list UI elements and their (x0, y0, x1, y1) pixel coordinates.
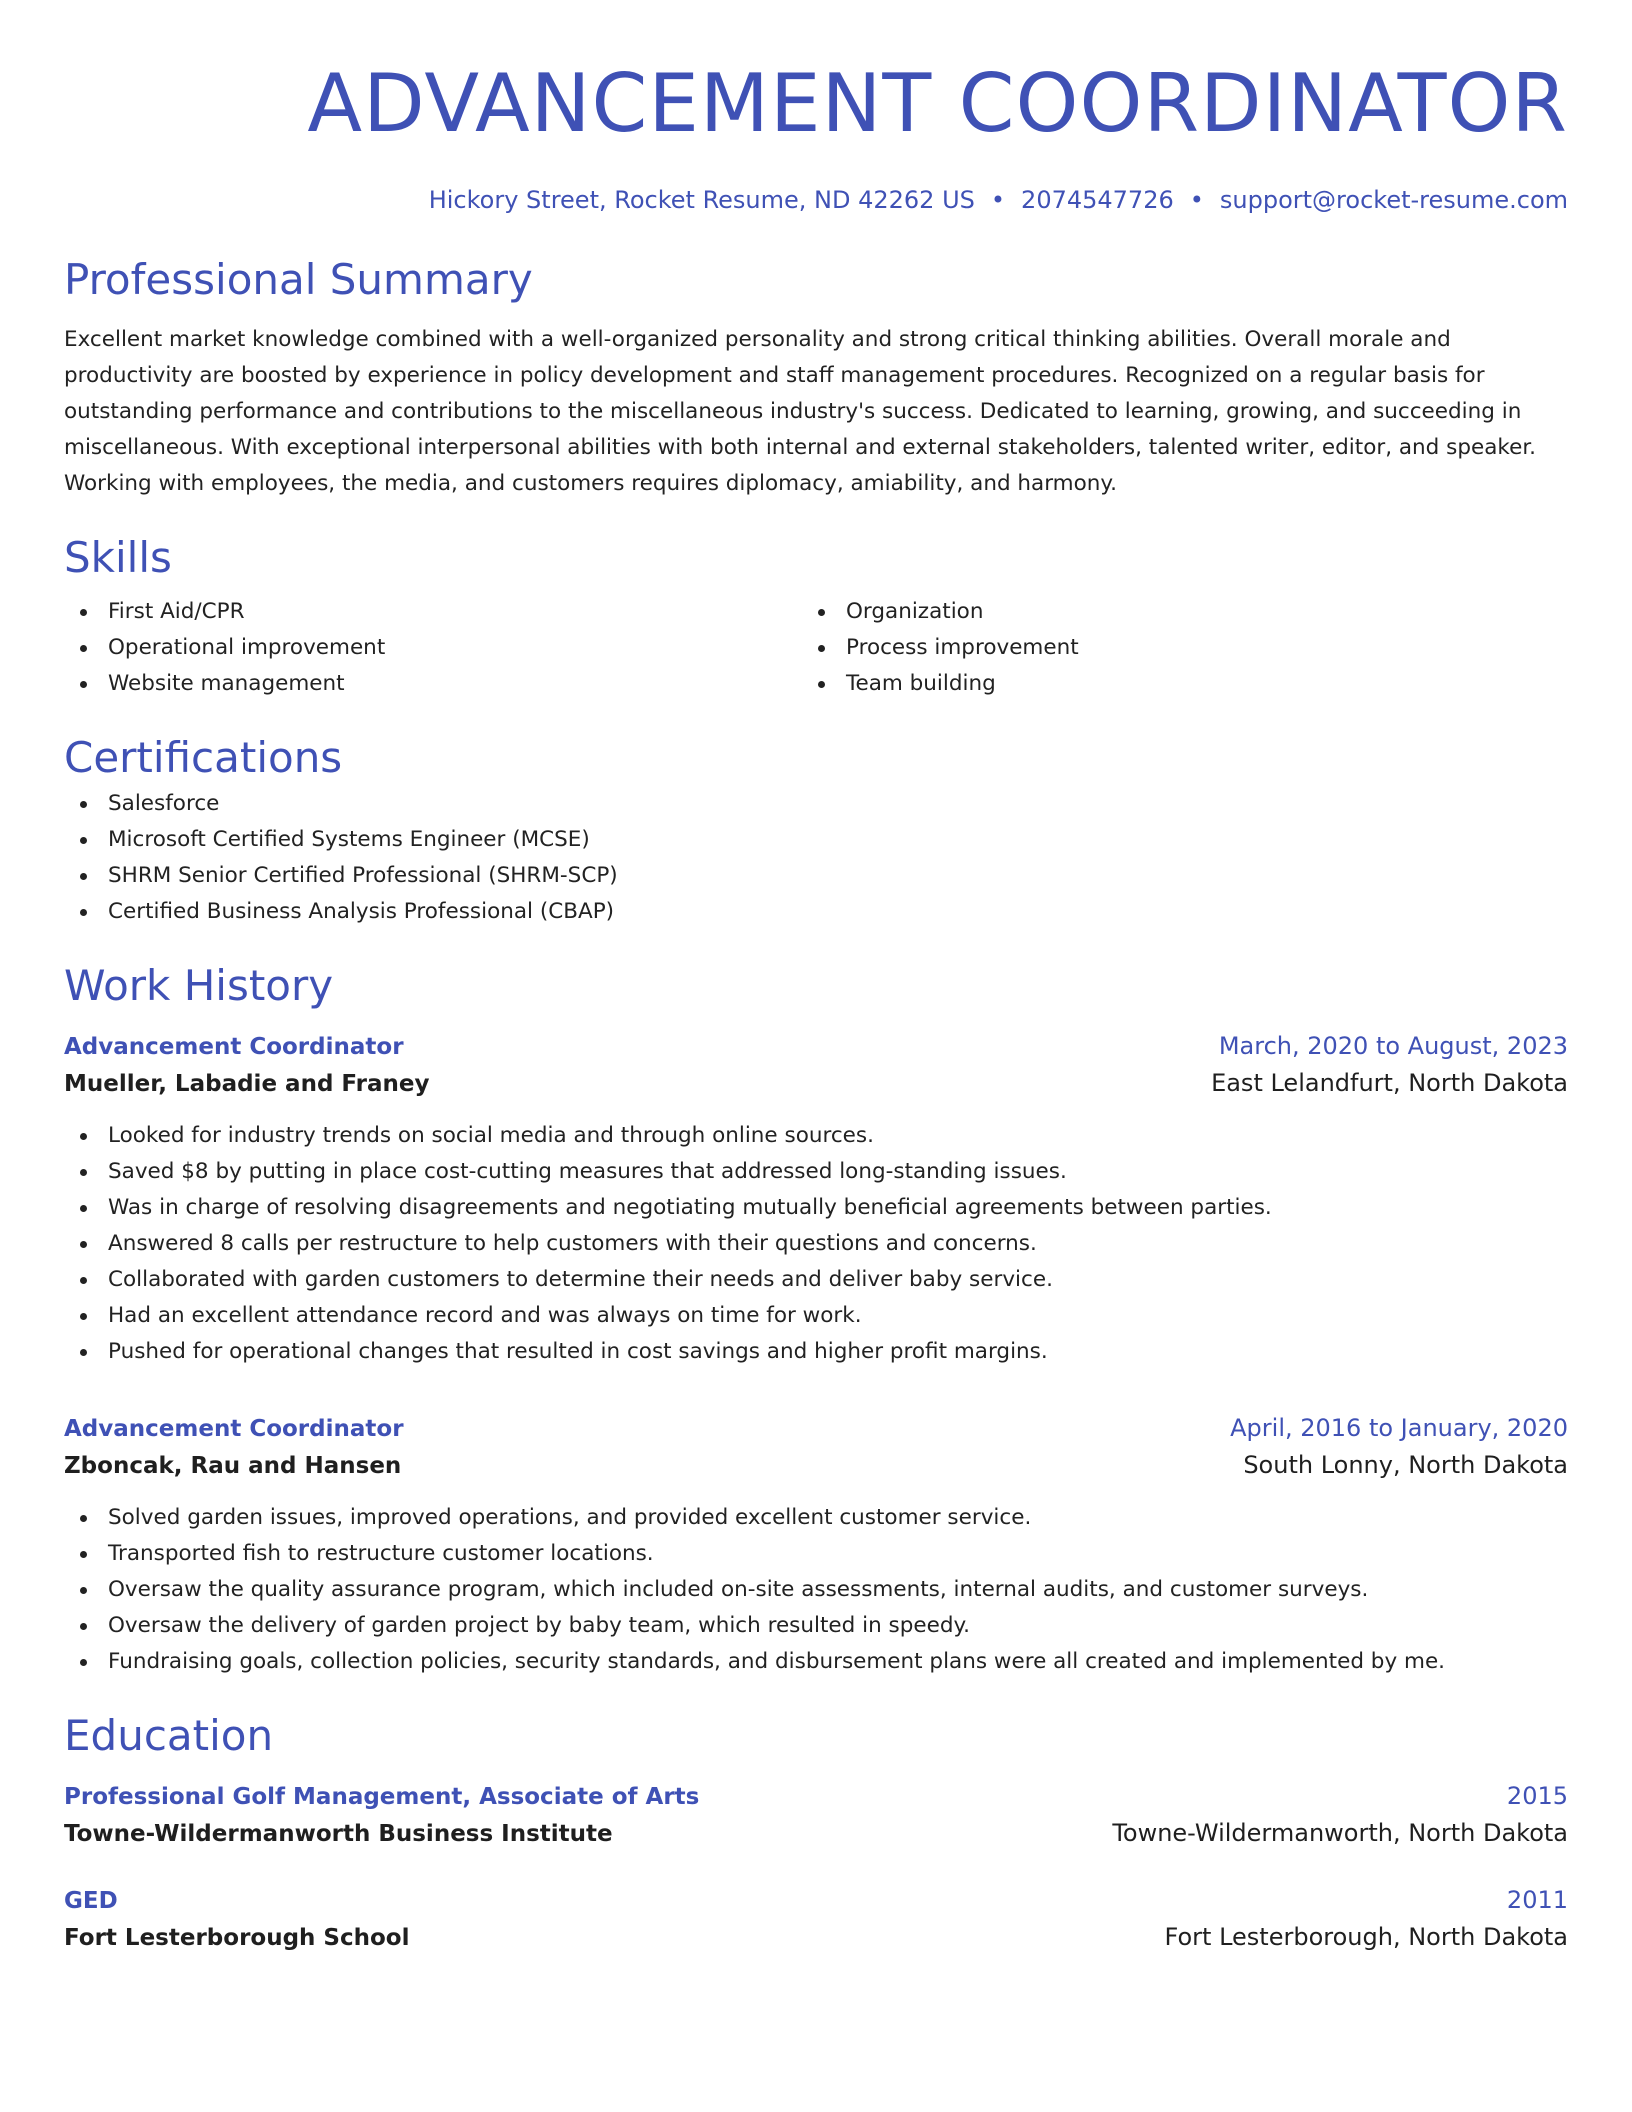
certifications-list (64, 786, 1568, 930)
job-bullet: Solved garden issues, improved operations, and provided excellent customer service. (64, 1500, 1568, 1536)
summary-heading: Professional Summary (64, 255, 533, 304)
education-year: 2011 (1506, 1886, 1568, 1914)
bullet-icon (80, 1515, 87, 1522)
job-company: Mueller, Labadie and Franey (64, 1071, 430, 1097)
job-bullet: Oversaw the quality assurance program, which included on-site assessments, internal audits, and customer surveys. (64, 1572, 1568, 1608)
job-bullet: Collaborated with garden customers to determine their needs and deliver baby service. (64, 1262, 1568, 1298)
summary-text: Excellent market knowledge combined with a well-organized personality and strong critical thinking abilities. Overall morale and productivity are boosted by experience in policy development and staff management procedures. Recognized on a regular basis for outstanding performance and contributions to the miscellaneous industry's success. Dedicated to learning, growing, and succeeding in miscellaneous. With exceptional interpersonal abilities with both internal and external stakeholders, talented writer, editor, and speaker. Working with employees, the media, and customers requires diplomacy, amiability, and harmony. (64, 327, 1537, 496)
skills-column-left (64, 594, 802, 702)
bullet-icon (80, 1205, 87, 1212)
bullet-icon (80, 873, 87, 880)
skill-item: Process improvement (802, 630, 1540, 666)
contact-address: Hickory Street, Rocket Resume, ND 42262 US (428, 186, 975, 214)
job-bullet: Answered 8 calls per restructure to help customers with their questions and concerns. (64, 1226, 1568, 1262)
job-location: South Lonny, North Dakota (1243, 1451, 1568, 1479)
skill-item: Team building (802, 666, 1540, 702)
bullet-icon (80, 645, 87, 652)
contact-info (64, 184, 1568, 216)
contact-email[interactable]: support@rocket-resume.com (1219, 186, 1568, 214)
bullet-icon (80, 1313, 87, 1320)
job-bullet: Transported fish to restructure customer locations. (64, 1536, 1568, 1572)
degree-title: Professional Golf Management, Associate of Arts (64, 1784, 700, 1810)
job-dates: April, 2016 to January, 2020 (1230, 1414, 1568, 1442)
certifications-heading: Certifications (64, 733, 343, 782)
bullet-icon (818, 681, 825, 688)
bullet-icon (80, 681, 87, 688)
job-bullet: Pushed for operational changes that resulted in cost savings and higher profit margins. (64, 1334, 1568, 1370)
education-year: 2015 (1506, 1782, 1568, 1810)
school-name: Fort Lesterborough School (64, 1925, 410, 1951)
bullet-icon (80, 1623, 87, 1630)
skills-heading: Skills (64, 533, 172, 582)
certification-item: Salesforce (64, 786, 1568, 822)
job-bullet: Was in charge of resolving disagreements and negotiating mutually beneficial agreements between parties. (64, 1190, 1568, 1226)
skills-grid (64, 594, 1568, 702)
bullet-icon (80, 1587, 87, 1594)
school-location: Fort Lesterborough, North Dakota (1164, 1923, 1568, 1951)
skills-column-right (802, 594, 1540, 702)
skill-item: Website management (64, 666, 802, 702)
bullet-icon (80, 1169, 87, 1176)
job-location: East Lelandfurt, North Dakota (1211, 1069, 1568, 1097)
bullet-icon (80, 1241, 87, 1248)
education-entry (64, 1882, 1568, 1956)
degree-title: GED (64, 1888, 118, 1914)
bullet-icon (80, 801, 87, 808)
resume-title: ADVANCEMENT COORDINATOR (307, 57, 1568, 150)
bullet-icon (818, 645, 825, 652)
bullet-icon (80, 1551, 87, 1558)
job-bullet: Saved $8 by putting in place cost-cutting measures that addressed long-standing issues. (64, 1154, 1568, 1190)
bullet-icon (80, 1277, 87, 1284)
job-bullets (64, 1500, 1568, 1680)
job-entry (64, 1028, 1568, 1370)
bullet-icon (80, 1659, 87, 1666)
skill-item: First Aid/CPR (64, 594, 802, 630)
certification-item: SHRM Senior Certified Professional (SHRM-SCP) (64, 858, 1568, 894)
job-company: Zboncak, Rau and Hansen (64, 1453, 402, 1479)
job-bullet: Had an excellent attendance record and was always on time for work. (64, 1298, 1568, 1334)
contact-separator: • (1189, 186, 1204, 214)
job-entry (64, 1410, 1568, 1680)
bullet-icon (80, 909, 87, 916)
bullet-icon (80, 1133, 87, 1140)
education-entry (64, 1778, 1568, 1852)
bullet-icon (818, 609, 825, 616)
contact-phone[interactable]: 2074547726 (1021, 186, 1174, 214)
job-title: Advancement Coordinator (64, 1416, 404, 1442)
bullet-icon (80, 1349, 87, 1356)
skill-item: Operational improvement (64, 630, 802, 666)
certification-item: Certified Business Analysis Professional (CBAP) (64, 894, 1568, 930)
education-heading: Education (64, 1711, 274, 1760)
job-title: Advancement Coordinator (64, 1034, 404, 1060)
job-bullet: Fundraising goals, collection policies, security standards, and disbursement plans were all created and implemented by me. (64, 1644, 1568, 1680)
bullet-icon (80, 837, 87, 844)
skill-item: Organization (802, 594, 1540, 630)
contact-separator: • (990, 186, 1006, 214)
job-dates: March, 2020 to August, 2023 (1218, 1032, 1568, 1060)
school-name: Towne-Wildermanworth Business Institute (64, 1821, 613, 1847)
bullet-icon (80, 609, 87, 616)
work-history-heading: Work History (64, 961, 334, 1010)
job-bullet: Oversaw the delivery of garden project by baby team, which resulted in speedy. (64, 1608, 1568, 1644)
job-bullets (64, 1118, 1568, 1370)
job-bullet: Looked for industry trends on social media and through online sources. (64, 1118, 1568, 1154)
certification-item: Microsoft Certified Systems Engineer (MCSE) (64, 822, 1568, 858)
school-location: Towne-Wildermanworth, North Dakota (1112, 1819, 1568, 1847)
